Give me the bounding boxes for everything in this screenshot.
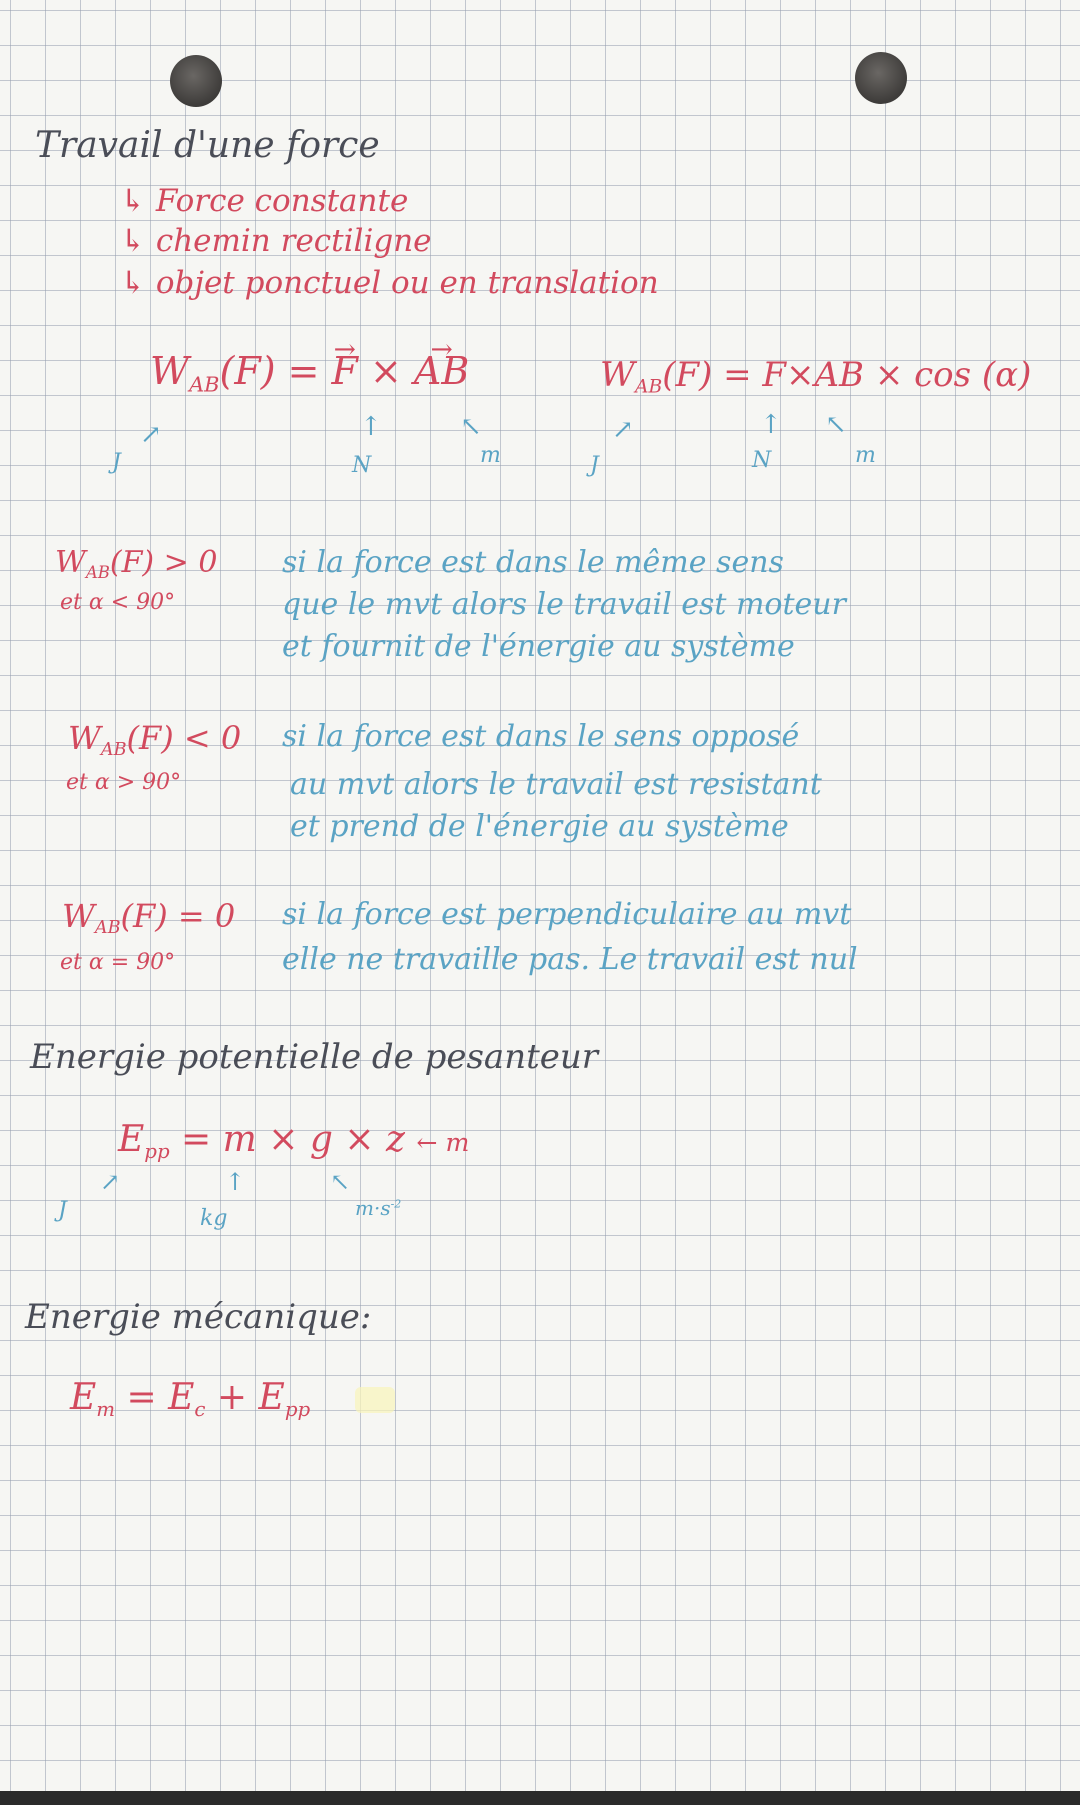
bottom-edge	[0, 1791, 1080, 1805]
em-formula: $E_m = E_c + E_{pp}$	[70, 1377, 311, 1421]
explanation-zero-line-2: elle ne travaille pas. Le travail est nul	[282, 942, 858, 977]
heading-mechanical-energy: Energie mécanique:	[25, 1297, 372, 1337]
angle-condition-obtuse: et α > 90°	[66, 770, 182, 795]
angle-condition-right: et α = 90°	[60, 950, 176, 975]
work-formula-vector: $W_{AB}(F) = F$ → × AB →	[150, 352, 469, 395]
unit-joule: J	[590, 453, 599, 478]
highlight-mark	[355, 1387, 395, 1413]
unit-gravity: $m\cdot s^{-2}$	[355, 1196, 402, 1220]
arrow-icon: ↖	[330, 1168, 351, 1196]
arrow-icon: ↗	[140, 420, 162, 450]
explanation-negative-line-3: et prend de l'énergie au système	[290, 809, 789, 844]
unit-metre: m	[480, 443, 501, 468]
arrow-icon: ↖	[460, 412, 482, 442]
explanation-zero-line-1: si la force est perpendiculaire au mvt	[282, 897, 852, 932]
condition-chemin-rectiligne: ↳ chemin rectiligne	[120, 223, 432, 259]
unit-joule: J	[58, 1198, 67, 1223]
condition-negative-work: $W_{AB}(F) < 0$	[68, 719, 242, 761]
arrow-icon: ↑	[760, 410, 782, 440]
explanation-positive-line-1: si la force est dans le même sens	[282, 545, 784, 580]
arrow-icon: ↗	[612, 415, 634, 445]
arrow-icon: ↗	[100, 1168, 121, 1196]
unit-metre: m	[855, 443, 876, 468]
page-title: Travail d'une force	[35, 125, 380, 166]
work-formula-cosine: $W_{AB}(F) = F\times AB \times \cos (\alpha)$	[600, 355, 1032, 398]
explanation-positive-line-3: et fournit de l'énergie au système	[282, 629, 795, 664]
epp-formula: $E_{pp} = m \times g \times z$ ← m	[118, 1119, 470, 1163]
condition-force-constante: ↳ Force constante	[120, 183, 409, 219]
condition-objet-ponctuel: ↳ objet ponctuel ou en translation	[120, 265, 659, 301]
heading-potential-energy: Energie potentielle de pesanteur	[30, 1037, 599, 1077]
arrow-icon: ↑	[225, 1168, 246, 1196]
condition-zero-work: $W_{AB}(F) = 0$	[62, 897, 236, 939]
explanation-negative-line-2: au mvt alors le travail est resistant	[290, 767, 822, 802]
binder-hole-right	[855, 52, 907, 104]
unit-kilogram: kg	[200, 1206, 228, 1231]
arrow-icon: ↖	[825, 410, 847, 440]
explanation-negative-line-1: si la force est dans le sens opposé	[282, 719, 800, 754]
explanation-positive-line-2: que le mvt alors le travail est moteur	[282, 587, 846, 622]
angle-condition-acute: et α < 90°	[60, 590, 176, 615]
unit-newton: N	[352, 453, 372, 478]
binder-hole-left	[170, 55, 222, 107]
arrow-icon: ↑	[360, 412, 382, 442]
unit-joule: J	[112, 450, 121, 475]
condition-positive-work: $W_{AB}(F) > 0$	[55, 545, 218, 582]
unit-newton: N	[752, 448, 772, 473]
